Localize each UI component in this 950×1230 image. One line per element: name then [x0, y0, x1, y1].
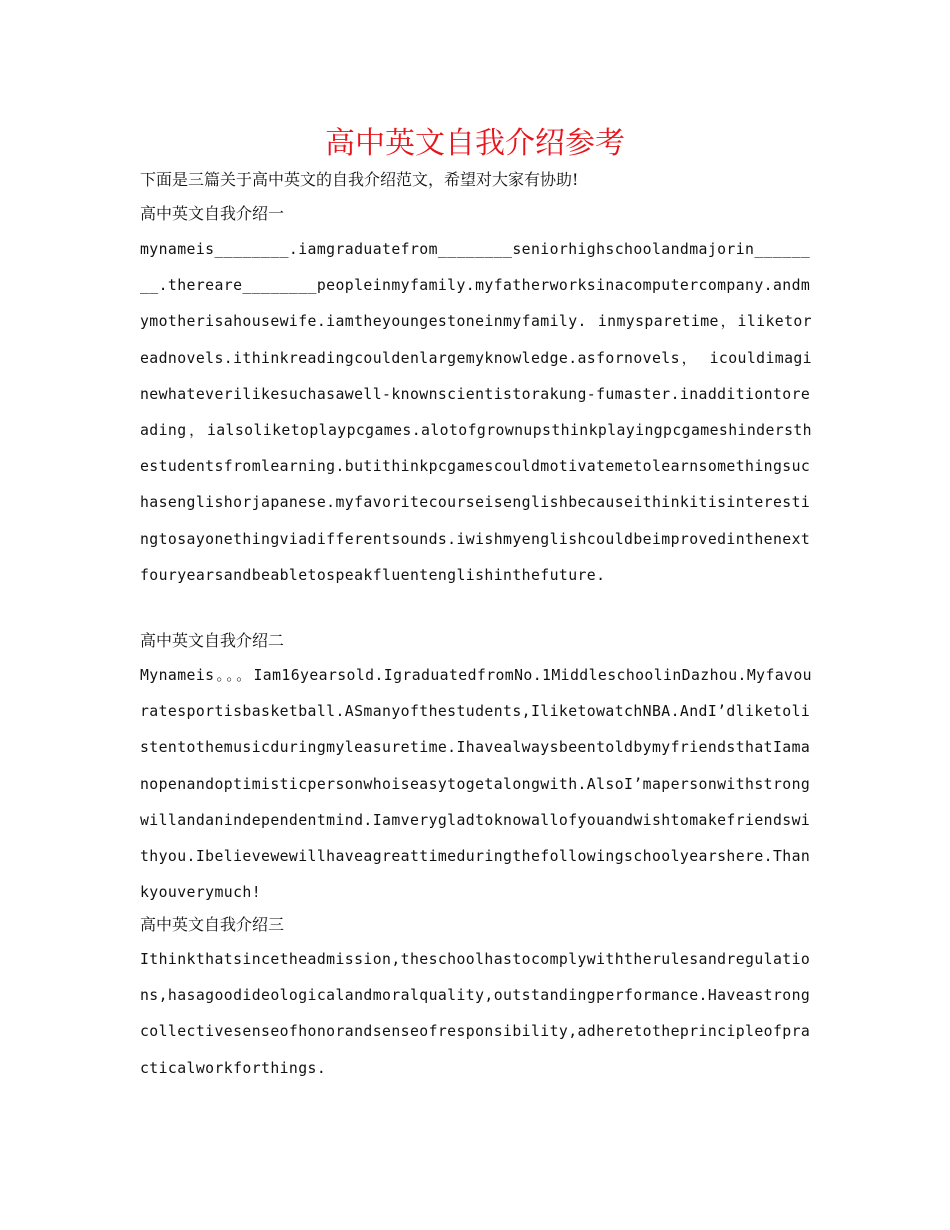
- section-body: Ithinkthatsincetheadmission,theschoolhastocomplywiththerulesandregulations,hasagoodideologicalandmoralquality,outstandingperformance.Haveastrongcollectivesenseofhonorandsenseofresponsibility,adheretotheprincipleofpracticalworkforthings.: [140, 951, 811, 1077]
- section-heading: 高中英文自我介绍一: [140, 204, 285, 223]
- section-heading: 高中英文自我介绍三: [140, 915, 285, 934]
- document-title: 高中英文自我介绍参考: [325, 126, 625, 161]
- section-heading: 高中英文自我介绍二: [140, 631, 285, 650]
- section-body: Mynameis。。。Iam16yearsold.IgraduatedfromNo.1MiddleschoolinDazhou.Myfavouratesportisbasketball.ASmanyofthestudents,IliketowatchNBA.AndI’dliketolistentothemusicduringmyleasuretime.IhavealwaysbeentoldbymyfriendsthatIamanopenandoptimisticpersonwhoiseasytogetalongwith.AlsoI’mapersonwithstrongwillandanindependentmind.Iamverygladtoknowallofyouandwishtomakefriendswithyou.Ibelievewewillhaveagreattimeduringthefollowingschoolyearshere.Thankyouverymuch!: [140, 667, 812, 902]
- intro-paragraph: 下面是三篇关于高中英文的自我介绍范文，希望对大家有协助!: [140, 170, 579, 189]
- section-body: mynameis________.iamgraduatefrom________seniorhighschoolandmajorin________.thereare________peopleinmyfamily.myfatherworksinacomputercompany.andmymotherisahousewife.iamtheyoungestoneinmyfamily. inmysparetime，iliketoreadnovels.ithinkreadingcouldenlargemyknowledge.asfornovels， icouldimaginewhateverilikesuchasawell-knownscientistorakung-fumaster.inadditiontoreading，ialsoliketoplaypcgames.alotofgrownupsthinkplayingpcgameshindersthestudentsfromlearning.butithinkpcgamescouldmotivatemetolearnsomethingsuchasenglishorjapanese.myfavoritecourseisenglishbecauseithinkitisinterestingtosayonethingviadifferentsounds.iwishmyenglishcouldbeimprovedinthenextfouryearsandbeabletospeakfluentenglishinthefuture.: [140, 241, 812, 584]
